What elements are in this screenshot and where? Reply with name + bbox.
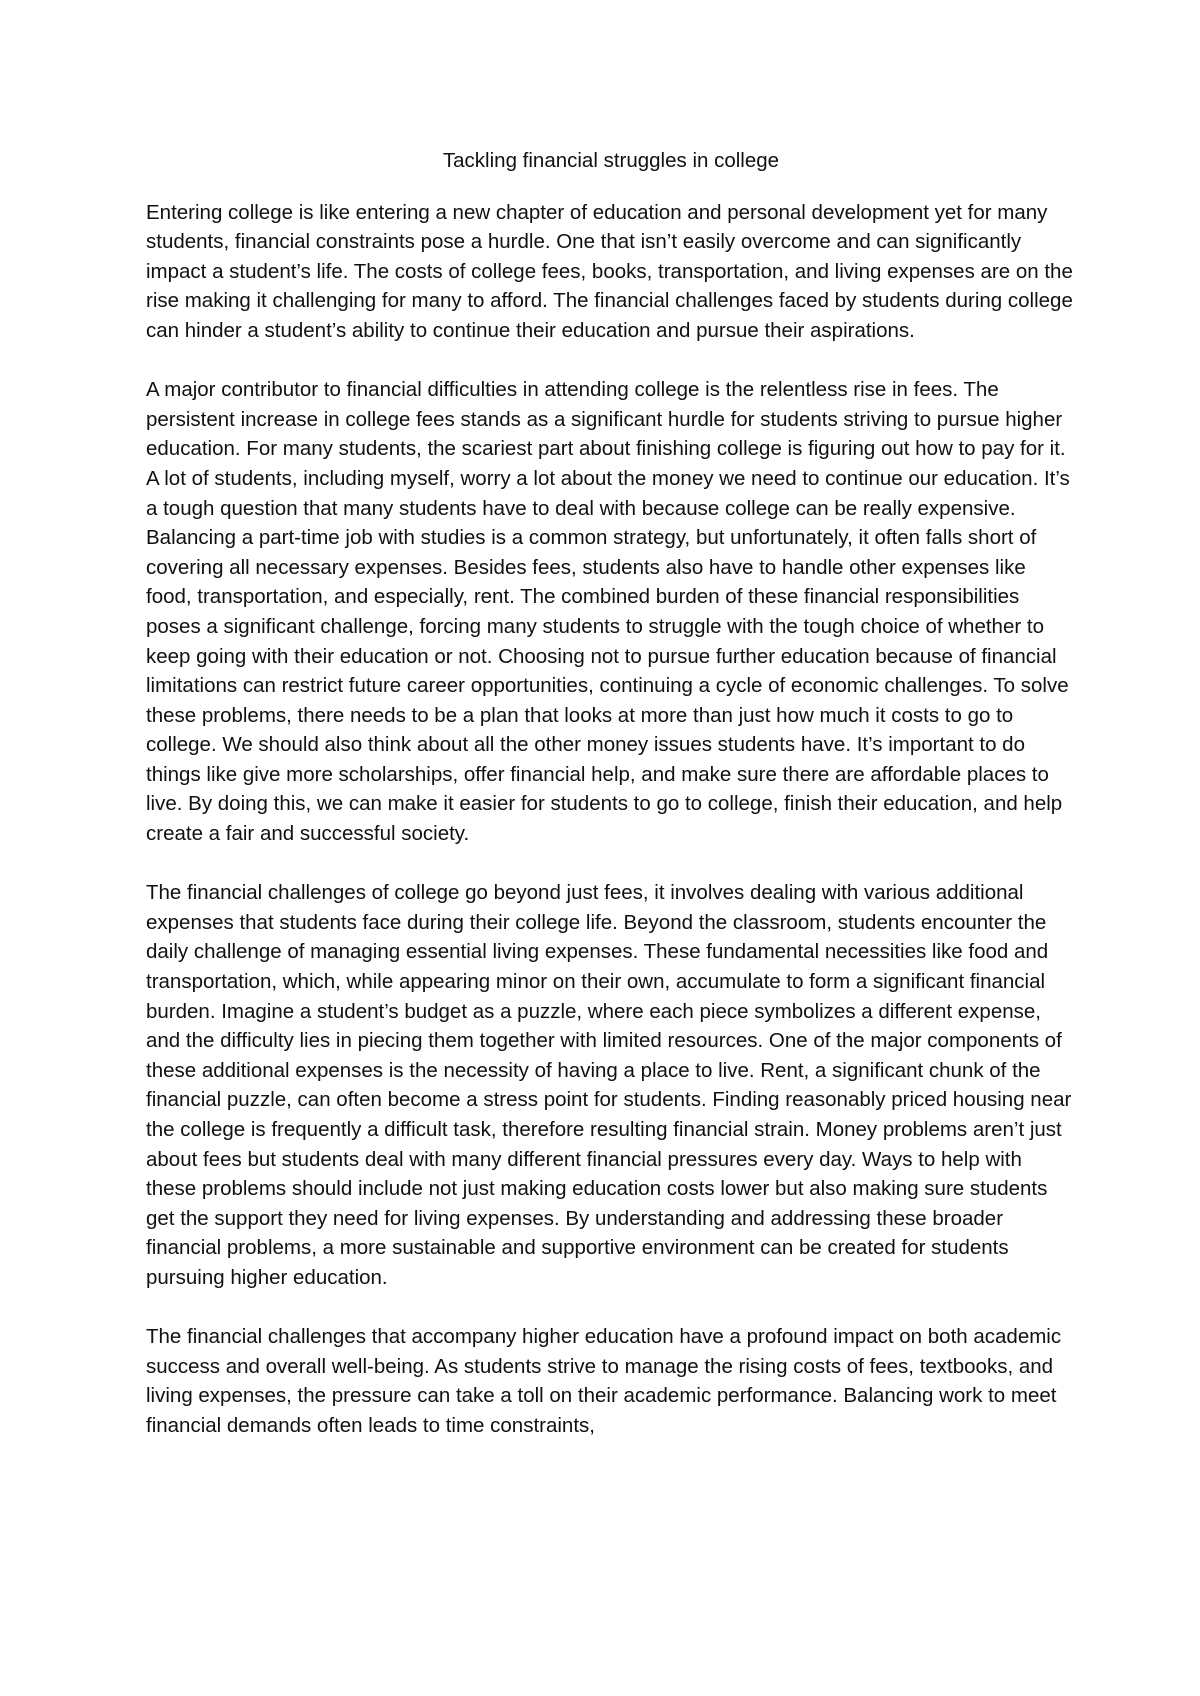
- document-title: Tackling financial struggles in college: [442, 149, 780, 172]
- paragraph-additional-expenses: The financial challenges of college go beyond just fees, it involves dealing with various additional expenses that students face during their college life. Beyond the classroom, students encounter the daily challenge of managing essential living expenses. These fundamental necessities like food and transportation, which, while appearing minor on their own, accumulate to form a significant financial burden. Imagine a student’s budget as a puzzle, where each piece symbolizes a different expense, and the difficulty lies in piecing them together with limited resources. One of the major components of these additional expenses is the necessity of having a place to live. Rent, a significant chunk of the financial puzzle, can often become a stress point for students. Finding reasonably priced housing near the college is frequently a difficult task, therefore resulting financial strain. Money problems aren’t just about fees but students deal with many different financial pressures every day. Ways to help with these problems should include not just making education costs lower but also making sure students get the support they need for living expenses. By understanding and addressing these broader financial problems, a more sustainable and supportive environment can be created for students pursuing higher education.: [146, 881, 1072, 1289]
- paragraph-intro: Entering college is like entering a new chapter of education and personal development yet for many students, financial constraints pose a hurdle. One that isn’t easily overcome and can significantly impact a student’s life. The costs of college fees, books, transportation, and living expenses are on the rise making it challenging for many to afford. The financial challenges faced by students during college can hinder a student’s ability to continue their education and pursue their aspirations.: [146, 200, 1073, 342]
- paragraph-academic-impact: The financial challenges that accompany higher education have a profound impact on both academic success and overall well-being. As students strive to manage the rising costs of fees, textbooks, and living expenses, the pressure can take a toll on their academic performance. Balancing work to meet financial demands often leads to time constraints,: [146, 1325, 1062, 1437]
- document-body: [146, 146, 1076, 1441]
- paragraph-rising-fees: A major contributor to financial difficulties in attending college is the relentless rise in fees. The persistent increase in college fees stands as a significant hurdle for students striving to pursue higher education. For many students, the scariest part about finishing college is figuring out how to pay for it. A lot of students, including myself, worry a lot about the money we need to continue our education. It’s a tough question that many students have to deal with because college can be really expensive. Balancing a part-time job with studies is a common strategy, but unfortunately, it often falls short of covering all necessary expenses. Besides fees, students also have to handle other expenses like food, transportation, and especially, rent. The combined burden of these financial responsibilities poses a significant challenge, forcing many students to struggle with the tough choice of whether to keep going with their education or not. Choosing not to pursue further education because of financial limitations can restrict future career opportunities, continuing a cycle of economic challenges. To solve these problems, there needs to be a plan that looks at more than just how much it costs to go to college. We should also think about all the other money issues students have. It’s important to do things like give more scholarships, offer financial help, and make sure there are affordable places to live. By doing this, we can make it easier for students to go to college, finish their education, and help create a fair and successful society.: [146, 378, 1070, 846]
